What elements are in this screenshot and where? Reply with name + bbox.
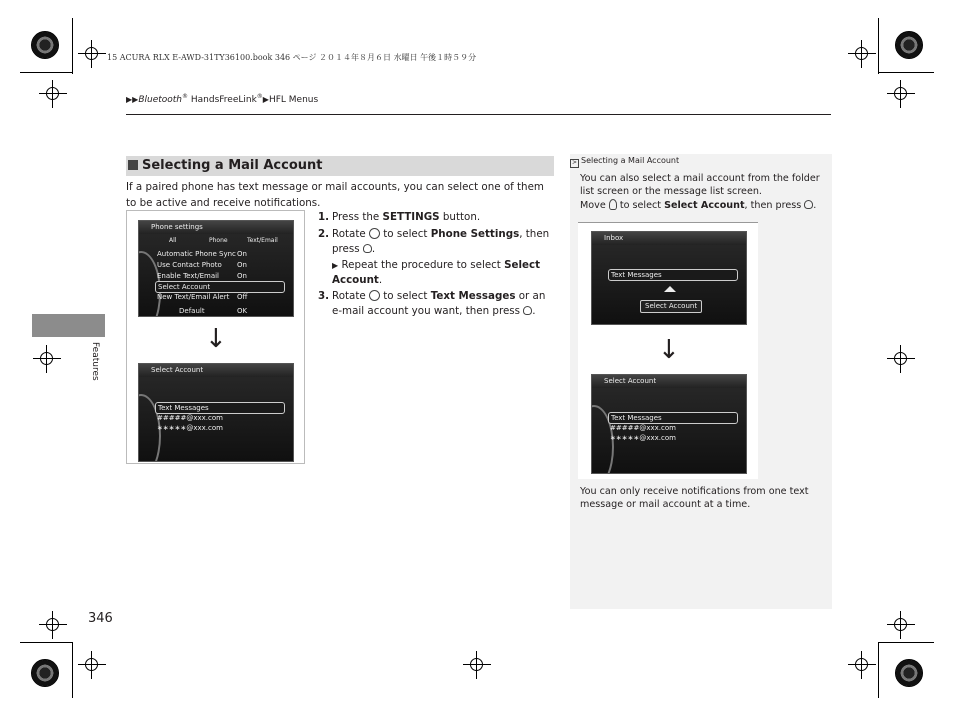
press-icon	[363, 244, 372, 253]
breadcrumb-item-hfl-menus: HFL Menus	[268, 95, 319, 105]
breadcrumb-arrow-icon: ▶	[262, 95, 269, 104]
registration-mark-bottom-left	[31, 659, 59, 687]
account-row: #####@xxx.com	[157, 414, 223, 422]
procedure-steps	[318, 210, 558, 320]
rotate-knob-icon	[369, 290, 380, 301]
trim-line	[20, 72, 72, 73]
screen-title: Phone settings	[139, 221, 293, 234]
step-1: 1. Press the SETTINGS button.	[318, 211, 481, 223]
crosshair-mark	[39, 80, 67, 108]
inbox-row-selected: Text Messages	[608, 269, 738, 281]
chapter-label: Features	[90, 342, 100, 381]
crosshair-mark	[887, 611, 915, 639]
sidebar-text: You can only receive notifications from one text message or mail account at a time.	[580, 486, 809, 510]
breadcrumb-arrow-icon: ▶▶	[126, 95, 139, 104]
account-row-selected: Text Messages	[608, 412, 738, 424]
registration-mark-bottom-right	[895, 659, 923, 687]
setting-row: New Text/Email Alert Off	[157, 293, 248, 301]
press-icon	[804, 200, 813, 209]
trim-line	[878, 642, 934, 643]
select-account-screen-2	[591, 374, 747, 474]
screen-title: Inbox	[592, 232, 746, 245]
crosshair-mark	[39, 611, 67, 639]
crosshair-mark	[848, 651, 876, 679]
section-intro: If a paired phone has text message or mail accounts, you can select one of them to be active and receive notifications.	[126, 181, 544, 209]
trim-line	[878, 642, 879, 698]
crosshair-mark	[78, 651, 106, 679]
crosshair-mark	[887, 345, 915, 373]
account-row: ∗∗∗∗∗@xxx.com	[157, 424, 223, 432]
setting-row: Enable Text/Email On	[157, 272, 247, 280]
down-arrow-icon: ↓	[658, 335, 680, 365]
section-heading	[126, 156, 554, 176]
screen-title: Select Account	[139, 364, 293, 377]
reference-mark-icon: >	[571, 159, 578, 166]
step-2: 2. Rotate to select Phone Settings, then press .	[318, 227, 550, 255]
registration-mark-top-left	[31, 31, 59, 59]
chapter-tab	[32, 314, 105, 337]
trim-line	[20, 642, 72, 643]
trim-line	[878, 18, 879, 74]
account-row: ∗∗∗∗∗@xxx.com	[610, 434, 676, 442]
screen-title: Select Account	[592, 375, 746, 388]
crosshair-mark	[887, 80, 915, 108]
press-icon	[523, 306, 532, 315]
square-bullet-icon	[128, 160, 138, 170]
setting-row: Use Contact Photo On	[157, 261, 247, 269]
crosshair-mark	[78, 40, 106, 68]
move-icon	[609, 199, 617, 210]
account-row: #####@xxx.com	[610, 424, 676, 432]
sidebar-text: You can also select a mail account from the folder list screen or the message list screen.	[580, 173, 820, 197]
tab-text-email: Text/Email	[247, 237, 278, 244]
trim-line	[72, 18, 73, 74]
rotate-knob-icon	[369, 228, 380, 239]
step-3: 3. Rotate to select Text Messages or an e-mail account you want, then press .	[318, 289, 546, 317]
page-number: 346	[88, 611, 113, 626]
setting-row-selected: Select Account	[155, 281, 285, 293]
select-account-screen	[138, 363, 294, 462]
trim-line	[72, 642, 73, 698]
print-file-info: 15 ACURA RLX E-AWD-31TY36100.book 346 ページ ２０１４年８月６日 水曜日 午後１時５９分	[107, 53, 477, 62]
breadcrumb-item-handsfreelink: HandsFreeLink	[188, 95, 257, 105]
account-row-selected: Text Messages	[155, 402, 285, 414]
sidebar-heading: > Selecting a Mail Account	[571, 156, 680, 166]
down-arrow-icon: ↓	[205, 324, 227, 354]
breadcrumb-item-bluetooth: Bluetooth	[138, 95, 183, 105]
select-account-button: Select Account	[640, 300, 702, 313]
header-rule	[126, 114, 831, 115]
crosshair-mark	[463, 651, 491, 679]
section-title: Selecting a Mail Account	[142, 158, 323, 173]
tab-all: All	[169, 237, 177, 244]
up-arrow-icon	[664, 286, 676, 292]
note-arrow-icon: ▶	[332, 260, 339, 270]
ok-button: OK	[237, 307, 248, 315]
phone-settings-screen	[138, 220, 294, 317]
crosshair-mark	[848, 40, 876, 68]
crosshair-mark	[33, 345, 61, 373]
step-2-note: ▶ Repeat the procedure to select Select Account.	[332, 258, 541, 286]
default-button: Default	[179, 307, 205, 315]
screen-tabs	[147, 237, 285, 247]
tab-phone: Phone	[209, 237, 228, 244]
registration-mark-top-right	[895, 31, 923, 59]
trim-line	[878, 72, 934, 73]
inbox-screen	[591, 231, 747, 325]
setting-row: Automatic Phone Sync On	[157, 250, 247, 258]
sidebar-text: Move to select Select Account, then press .	[580, 200, 817, 211]
breadcrumb: ▶▶Bluetooth® HandsFreeLink®▶HFL Menus	[126, 93, 319, 105]
